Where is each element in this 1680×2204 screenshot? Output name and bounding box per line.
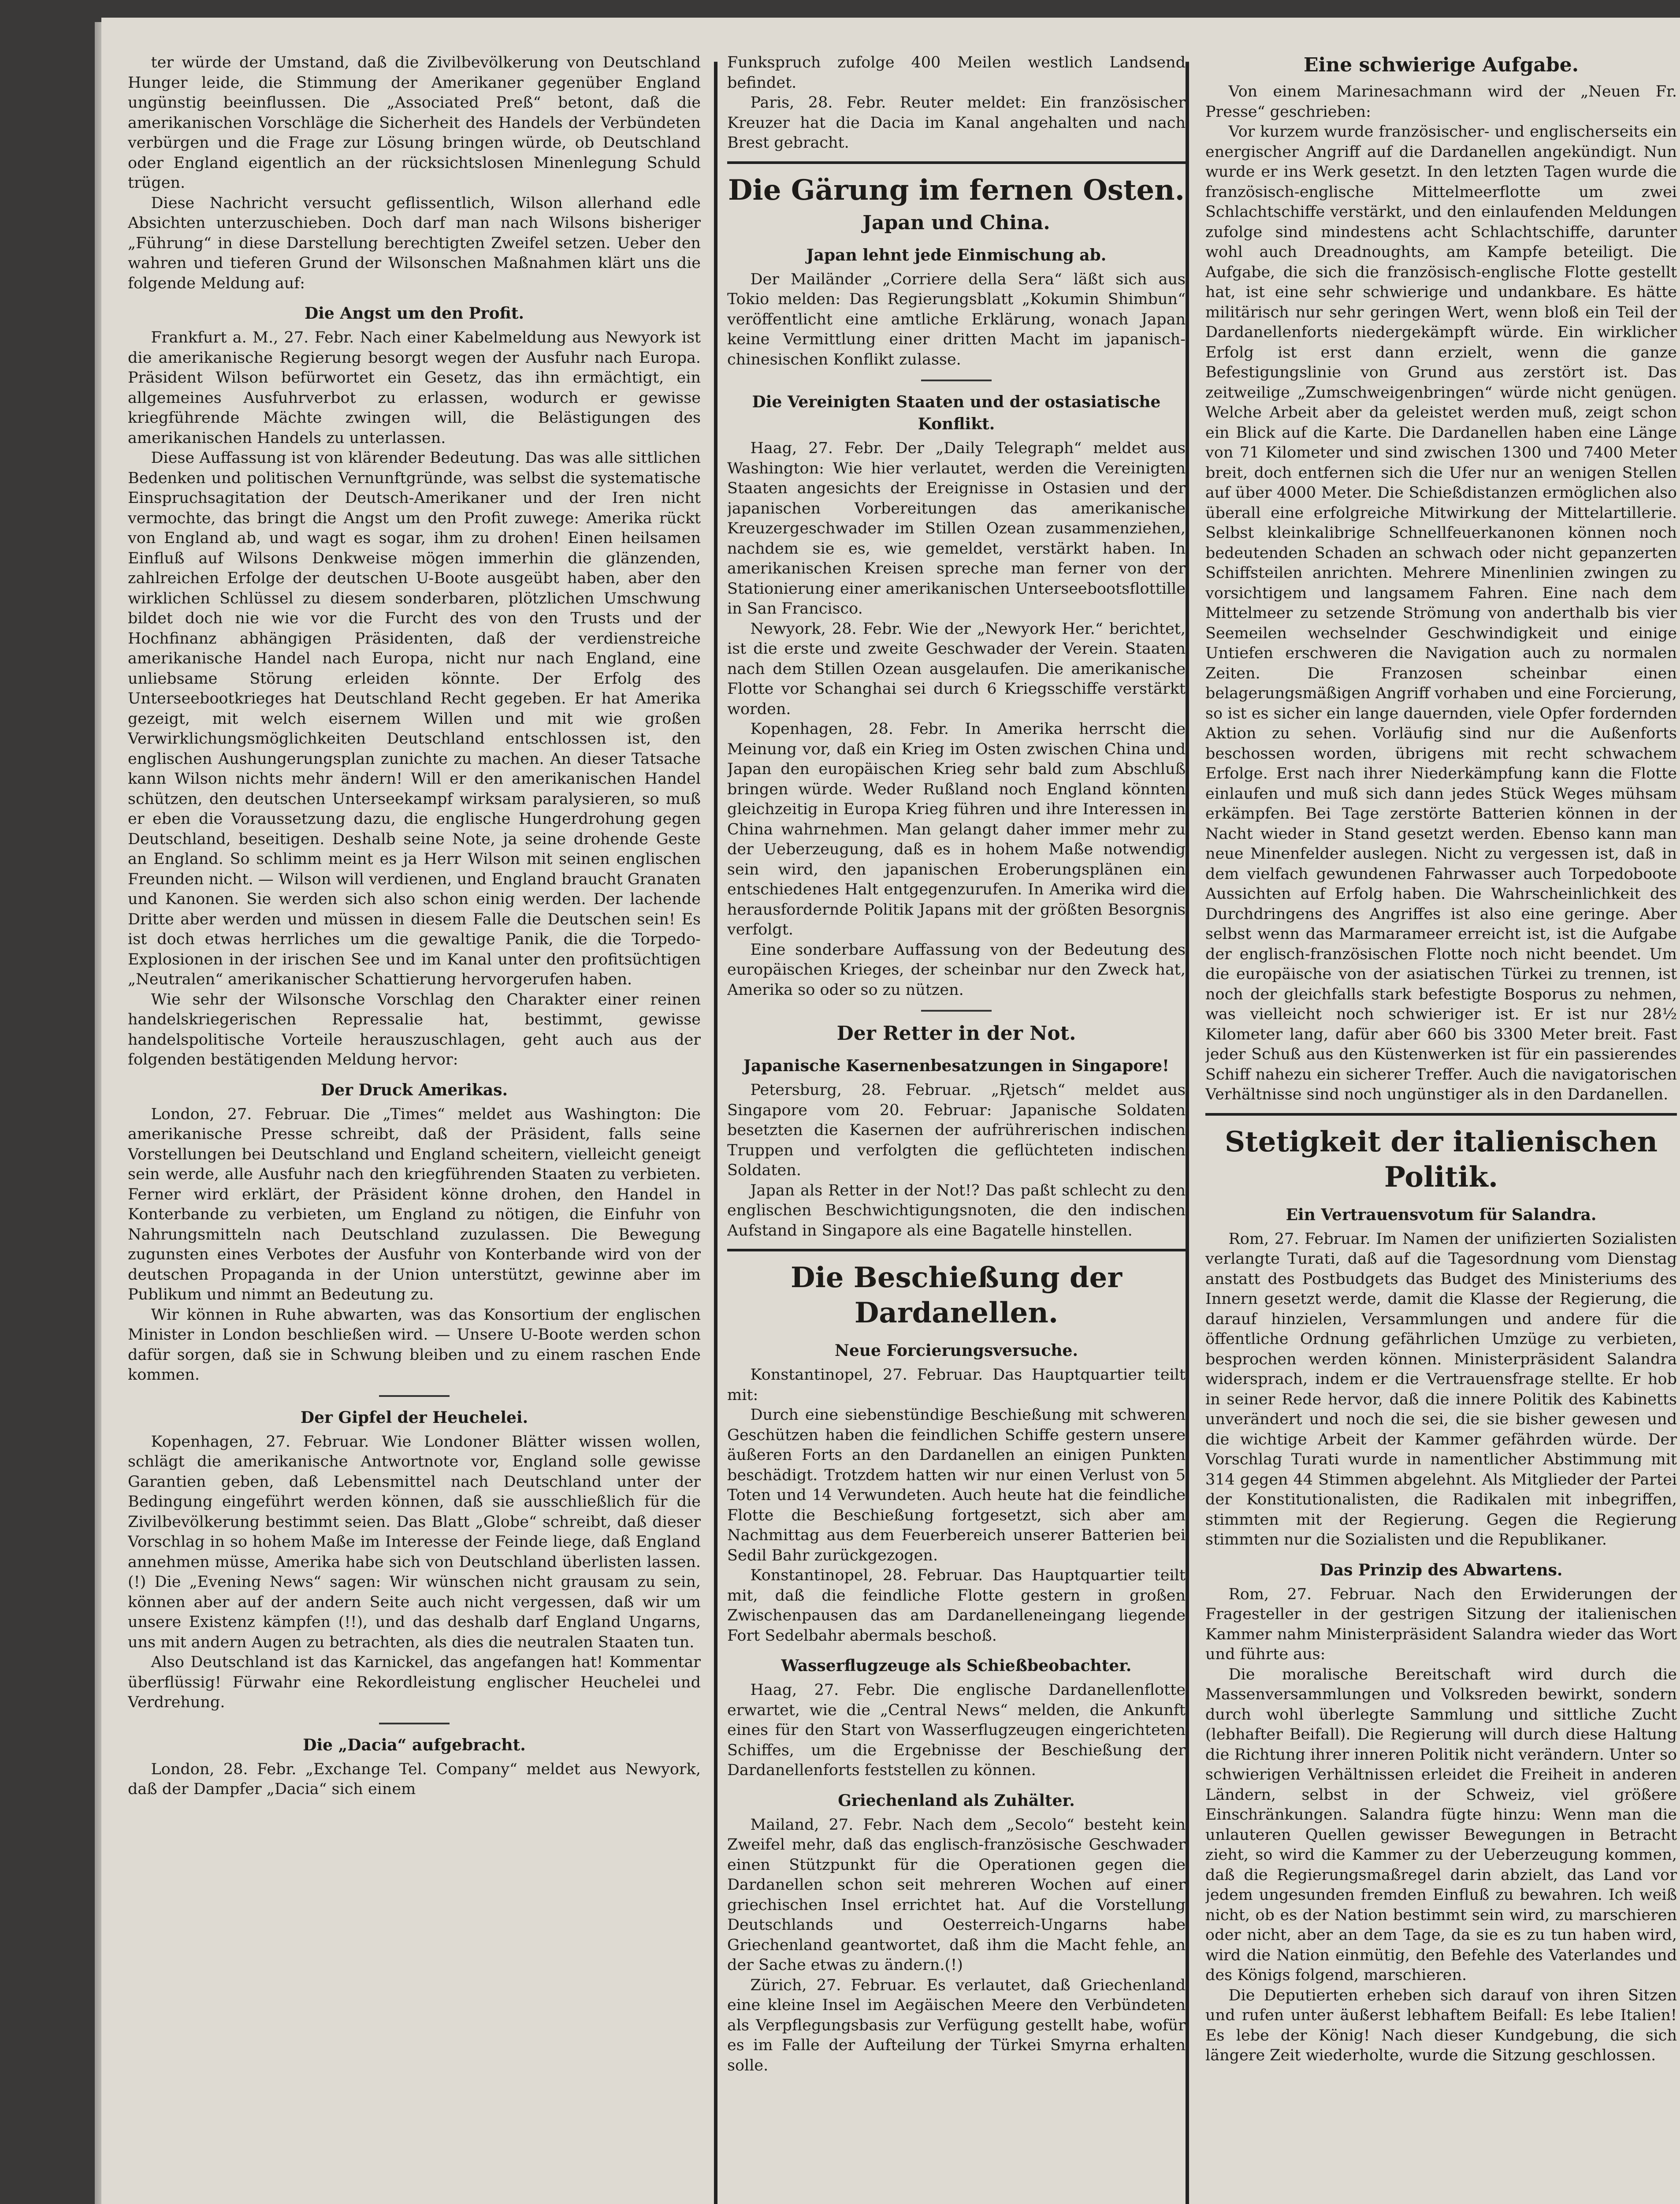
article-paragraph: Die moralische Bereitschaft wird durch die Massenversammlungen und Volksreden bewirkt, sondern durch wohl überlegte Sammlung und sittliche Zucht (lebhafter Beifall). Die Regierung will durch diese Haltung die Richtung ihrer inneren Politik nicht verändern. Unter so schwierigen Verhältnissen erleidet die Freiheit in anderen Ländern, selbst in der Schweiz, viel größere Einschränkungen. Salandra fügte hinzu: Wenn man die unlauteren Quellen gewisser Bewegungen in Betracht zieht, so wird die Kammer zu der Ueberzeugung kommen, daß die Regierungsmaßregel darin abzielt, das Land vor jedem ungesunden fremden Einfluß zu bewahren. Ich weiß nicht, ob es der Nation bestimmt sein wird, zu marschieren oder nicht, aber an dem Tage, da sie es zu tun haben wird, wird die Nation einmütig, den Befehle des Vaterlandes und des Königs folgend, marschieren. [1205, 1665, 1677, 1984]
article-subheading: Japanische Kasernenbesatzungen in Singapore! [743, 1057, 1169, 1075]
article-subheading: Griechenland als Zuhälter. [838, 1791, 1075, 1810]
article-headline: Eine schwierige Aufgabe. [1303, 54, 1579, 76]
article-paragraph: Konstantinopel, 27. Februar. Das Hauptquartier teilt mit: [727, 1366, 1186, 1404]
separator-rule [379, 1395, 450, 1397]
article-paragraph: Haag, 27. Febr. Die englische Dardanellenflotte erwartet, wie die „Central News“ melden, die Ankunft eines für den Start von Wasserflugzeugen eingerichteten Schiffes, um die Ergebnisse der Beschießung der Dardanellenforts feststellen zu können. [727, 1681, 1186, 1779]
article-paragraph: Mailand, 27. Febr. Nach dem „Secolo“ besteht kein Zweifel mehr, daß das englisch-französische Geschwader einen Stützpunkt für die Operationen gegen die Dardanellen schon seit mehreren Wochen auf einer griechischen Insel errichtet hat. Auf die Vorstellung Deutschlands und Oesterreich-Ungarns habe Griechenland geantwortet, daß ihm die Macht fehle, an der Sache etwas zu ändern.(!) [727, 1816, 1186, 1974]
article-paragraph: ter würde der Umstand, daß die Zivilbevölkerung von Deutschland Hunger leide, die Stimmung der Amerikaner gegenüber England ungünstig beeinflussen. Die „Associated Preß“ betont, daß die amerikanischen Vorschläge die Sicherheit des Handels der Verbündeten verbürgen und die Frage zur Lösung bringen würde, ob Deutschland oder England eigentlich an der rücksichtslosen Minenlegung Schuld trügen. [128, 54, 701, 192]
section-rule [727, 161, 1186, 164]
article-headline: Der Retter in der Not. [836, 1022, 1076, 1045]
article-subheading: Die Vereinigten Staaten und der ostasiatische Konflikt. [752, 393, 1161, 433]
article-paragraph: Wir können in Ruhe abwarten, was das Konsortium der englischen Minister in London beschließen wird. — Unsere U-Boote werden schon dafür sorgen, daß sie in Schwung bleiben und zu einem raschen Ende kommen. [128, 1306, 701, 1384]
column-middle [727, 53, 1186, 2204]
article-subheading: Das Prinzip des Abwartens. [1319, 1560, 1563, 1579]
separator-rule [921, 1010, 992, 1012]
article-subheading: Die Angst um den Profit. [304, 304, 524, 323]
article-subheading: Der Gipfel der Heuchelei. [300, 1408, 528, 1427]
article-paragraph: Wie sehr der Wilsonsche Vorschlag den Charakter einer reinen handelskriegerischen Repressalie hat, bestimmt, gewisse handelspolitische Vorteile herauszuschlagen, geht auch aus der folgenden bestätigenden Meldung hervor: [128, 990, 701, 1068]
article-paragraph: Rom, 27. Februar. Nach den Erwiderungen der Fragesteller in der gestrigen Sitzung der italienischen Kammer nahm Ministerpräsident Salandra wieder das Wort und führte aus: [1205, 1585, 1677, 1663]
article-paragraph: Haag, 27. Febr. Der „Daily Telegraph“ meldet aus Washington: Wie hier verlautet, werden die Vereinigten Staaten angesichts der Ereignisse in Ostasien und der japanischen Vorbereitungen das amerikanische Kreuzergeschwader im Stillen Ozean zusammenziehen, nachdem sie es, wie gemeldet, verstärkt haben. In amerikanischen Kreisen spreche man ferner von der Stationierung einer amerikanischen Unterseebootsflottille in San Francisco. [727, 439, 1186, 618]
article-paragraph: Rom, 27. Februar. Im Namen der unifizierten Sozialisten verlangte Turati, daß auf die Tagesordnung vom Dienstag anstatt des Postbudgets das Budget des Ministeriums des Innern gesetzt werde, damit die Klasse der Regierung, die darauf hinzielen, Versammlungen und andere für die öffentliche Ordnung gefährlichen Umzüge zu verbieten, besprochen werden können. Ministerpräsident Salandra widersprach, indem er die Vertrauensfrage stellte. Er hob in seiner Rede hervor, daß die innere Politik des Kabinetts unverändert und noch die sei, die sie bisher gewesen und die wichtige Arbeit der Kammer gefährden würde. Der Vorschlag Turati wurde in namentlicher Abstimmung mit 314 gegen 44 Stimmen abgelehnt. Als Mitglieder der Partei der Konstitutionalisten, die Radikalen mit inbegriffen, stimmten mit der Regierung. Gegen die Regierung stimmten nur die Sozialisten und die Republikaner. [1205, 1230, 1677, 1549]
section-headline: Die Beschießung der Dardanellen. [790, 1261, 1122, 1329]
article-paragraph: London, 28. Febr. „Exchange Tel. Company“ meldet aus Newyork, daß der Dampfer „Dacia“ sich einem [128, 1760, 701, 1798]
article-paragraph: Von einem Marinesachmann wird der „Neuen Fr. Presse“ geschrieben: [1205, 83, 1677, 121]
separator-rule [379, 1723, 450, 1724]
article-subheading: Neue Forcierungsversuche. [834, 1341, 1078, 1360]
article-paragraph: Die Deputierten erheben sich darauf von ihren Sitzen und rufen unter äußerst lebhaftem Beifall: Es lebe Italien! Es lebe der König! Nach dieser Kundgebung, die sich längere Zeit wiederholte, wurde die Sitzung geschlossen. [1205, 1986, 1677, 2064]
article-paragraph: Konstantinopel, 28. Februar. Das Hauptquartier teilt mit, daß die feindliche Flotte gestern in großen Zwischenpausen das am Dardanelleneingang liegende Fort Sedelbahr abermals beschoß. [727, 1567, 1186, 1645]
section-rule [1205, 1113, 1677, 1116]
column-divider [1186, 62, 1189, 2204]
article-subheading: Die „Dacia“ aufgebracht. [303, 1735, 526, 1754]
section-rule [727, 1249, 1186, 1251]
article-paragraph: Diese Nachricht versucht geflissentlich, Wilson allerhand edle Absichten unterzuschieben. Doch darf man nach Wilsons bisheriger „Führung“ in diese Darstellung berechtigten Zweifel setzen. Ueber den wahren und tieferen Grund der Wilsonschen Maßnahmen klärt uns die folgende Meldung auf: [128, 194, 701, 292]
article-paragraph: Funkspruch zufolge 400 Meilen westlich Landsend befindet. [727, 54, 1186, 92]
column-divider [714, 62, 717, 2204]
article-subheading: Ein Vertrauensvotum für Salandra. [1286, 1205, 1597, 1224]
article-paragraph: London, 27. Februar. Die „Times“ meldet aus Washington: Die amerikanische Presse schreibt, daß der Präsident, falls seine Vorstellungen bei Deutschland und England scheitern, vielleicht geneigt sein werde, alle Ausfuhr nach den kriegführenden Staaten zu verbieten. Ferner wird erklärt, der Präsident könne drohen, den Handel in Konterbande zu verbieten, um England zu nötigen, die Einfuhr von Nahrungsmitteln nach Deutschland zuzulassen. Die Bewegung zugunsten eines Verbotes der Ausfuhr von Konterbande wird von der deutschen Propaganda in der Union unterstützt, gewinne aber im Publikum und nimmt an Bedeutung zu. [128, 1105, 701, 1303]
article-paragraph: Frankfurt a. M., 27. Febr. Nach einer Kabelmeldung aus Newyork ist die amerikanische Regierung besorgt wegen der Ausfuhr nach Europa. Präsident Wilson befürwortet ein Gesetz, das ihn ermächtigt, ein allgemeines Ausfuhrverbot zu erlassen, wodurch er gewisse kriegführende Mächte zwingen will, die Belästigungen des amerikanischen Handels zu unterlassen. [128, 329, 701, 447]
article-subheading: Der Druck Amerikas. [320, 1080, 508, 1099]
section-headline: Die Gärung im fernen Osten. [728, 173, 1185, 207]
article-paragraph: Durch eine siebenstündige Beschießung mit schweren Geschützen haben die feindlichen Schiffe gestern unsere äußeren Forts an den Dardanellen an einigen Punkten beschädigt. Trotzdem hatten wir nur einen Verlust von 5 Toten und 14 Verwundeten. Auch heute hat die feindliche Flotte die Beschießung fortgesetzt, sich aber am Nachmittag aus dem Feuerbereich unserer Batterien bei Sedil Bahr zurückgezogen. [727, 1406, 1186, 1564]
separator-rule [921, 380, 992, 381]
article-paragraph: Der Mailänder „Corriere della Sera“ läßt sich aus Tokio melden: Das Regierungsblatt „Kokumin Shimbun“ veröffentlicht eine amtliche Erklärung, wonach Japan keine Vermittlung einer dritten Macht im japanisch-chinesischen Konflikt zulasse. [727, 270, 1186, 369]
article-headline: Japan und China. [862, 211, 1050, 234]
article-subheading: Japan lehnt jede Einmischung ab. [806, 246, 1107, 264]
article-paragraph: Petersburg, 28. Februar. „Rjetsch“ meldet aus Singapore vom 20. Februar: Japanische Soldaten besetzten die Kasernen der aufrührerischen indischen Truppen und verfolgten die geflüchteten indischen Soldaten. [727, 1081, 1186, 1179]
article-paragraph: Kopenhagen, 27. Februar. Wie Londoner Blätter wissen wollen, schlägt die amerikanische Antwortnote vor, England solle gewisse Garantien geben, daß Lebensmittel nach Deutschland unter der Bedingung eingeführt werden können, daß sie ausschließlich für die Zivilbevölkerung bestimmt seien. Das Blatt „Globe“ schreibt, daß dieser Vorschlag in so hohem Maße im Interesse der Feinde liege, daß England annehmen müsse, Amerika habe sich von Deutschland überlisten lassen. (!) Die „Evening News“ sagen: Wir wünschen nicht grausam zu sein, können aber auf der andern Seite auch nicht vergessen, daß wir um unsere Existenz kämpfen (!!), und das deshalb darf England Ungarns, uns mit andern Augen zu betrachten, als dies die neutralen Staaten tun. [128, 1433, 701, 1651]
article-paragraph: Also Deutschland ist das Karnickel, das angefangen hat! Kommentar überflüssig! Fürwahr eine Rekordleistung englischer Heuchelei und Verdrehung. [128, 1653, 701, 1711]
article-paragraph: Paris, 28. Febr. Reuter meldet: Ein französischer Kreuzer hat die Dacia im Kanal angehalten und nach Brest gebracht. [727, 94, 1186, 152]
article-paragraph: Vor kurzem wurde französischer- und englischerseits ein energischer Angriff auf die Dardanellen angekündigt. Nun wurde er ins Werk gesetzt. In den letzten Tagen wurde die französisch-englische Mittelmeerflotte um zwei Schlachtschiffe verstärkt, und den einlaufenden Meldungen zufolge sind mindestens acht Schlachtschiffe, darunter wohl auch Dreadnoughts, am Kampfe beteiligt. Die Aufgabe, die sich die französisch-englische Flotte gestellt hat, ist eine sehr schwierige und undankbare. Es hätte militärisch nur sehr geringen Wert, wenn bloß ein Teil der Dardanellenforts niedergekämpft würde. Ein wirklicher Erfolg ist erst dann erzielt, wenn die ganze Befestigungslinie von Grund aus zerstört ist. Das zeitweilige „Zumschweigenbringen“ würde nicht genügen. Welche Arbeit aber da geleistet werden muß, zeigt schon ein Blick auf die Karte. Die Dardanellen haben eine Länge von 71 Kilometer und sind zwischen 1300 und 7400 Meter breit, doch entfernen sich die Ufer nur an wenigen Stellen auf über 4000 Meter. Die Schießdistanzen ermöglichen also überall eine erfolgreiche Mitwirkung der Mittelartillerie. Selbst kleinkalibrige Schnellfeuerkanonen können noch bedeutenden Schaden an schwach oder nicht gepanzerten Schiffsteilen anrichten. Mehrere Minenlinien zwingen zu vorsichtigem und langsamem Fahren. Eine nach dem Mittelmeer zu setzende Strömung von anderthalb bis vier Seemeilen wechselnder Geschwindigkeit und einige Untiefen erschweren die Navigation auch zu normalen Zeiten. Die Franzosen scheinbar einen belagerungsmäßigen Angriff vorhaben und eine Forcierung, so ist es sicher ein lange dauernden, viele Opfer fordernden Aktion zu sehen. Vorläufig sind nur die Außenforts beschossen worden, übrigens mit recht schwachem Erfolge. Erst nach ihrer Niederkämpfung kann die Flotte einlaufen und muß sich dann jedes Stück Weges mühsam erkämpfen. Bei Tage zerstörte Batterien können in der Nacht wieder in Stand gesetzt werden. Ebenso kann man neue Minenfelder auslegen. Nicht zu vergessen ist, daß in dem vielfach gewundenen Fahrwasser auch Torpedoboote Aussichten auf Erfolg haben. Die Wahrscheinlichkeit des Durchdringens des Angriffes ist also eine geringe. Aber selbst wenn das Marmarameer erreicht ist, ist die Aufgabe der englisch-französischen Flotte noch nicht beendet. Um die europäische von der asiatischen Türkei zu trennen, ist noch der gleichfalls stark befestigte Bosporus zu nehmen, was vielleicht noch schwieriger ist. Er ist nur 28½ Kilometer lang, dafür aber 660 bis 3300 Meter breit. Fast jeder Schuß aus den Küstenwerken ist für ein passierendes Schiff nahezu ein sicherer Treffer. Auch die navigatorischen Verhältnisse sind noch ungünstiger als in den Dardanellen. [1205, 123, 1677, 1103]
section-headline: Stetigkeit der italienischen Politik. [1224, 1125, 1658, 1194]
article-paragraph: Zürich, 27. Februar. Es verlautet, daß Griechenland eine kleine Insel im Aegäischen Meere den Verbündeten als Verpflegungsbasis zur Verfügung gestellt habe, wofür es im Falle der Aufteilung der Türkei Smyrna erhalten solle. [727, 1976, 1186, 2074]
article-paragraph: Japan als Retter in der Not!? Das paßt schlecht zu den englischen Beschwichtigungsnoten, die den indischen Aufstand in Singapore als eine Bagatelle hinstellen. [727, 1181, 1186, 1240]
article-paragraph: Kopenhagen, 28. Febr. In Amerika herrscht die Meinung vor, daß ein Krieg im Osten zwischen China und Japan den europäischen Krieg sehr bald zum Abschluß bringen würde. Weder Rußland noch England könnten gleichzeitig in Europa Krieg führen und ihre Interessen in China wahrnehmen. Man gelangt daher immer mehr zu der Ueberzeugung, daß es in hohem Maße notwendig sein wird, den japanischen Eroberungsplänen ein entschiedenes Halt entgegenzurufen. In Amerika wird die herausfordernde Politik Japans mit der größten Besorgnis verfolgt. [727, 720, 1186, 938]
article-subheading: Wasserflugzeuge als Schießbeobachter. [781, 1657, 1132, 1675]
column-left [128, 53, 701, 2204]
article-paragraph: Diese Auffassung ist von klärender Bedeutung. Das was alle sittlichen Bedenken und politischen Vernunftgründe, was selbst die systematische Einspruchsagitation der Deutsch-Amerikaner und der Iren nicht vermochte, das bringt die Angst um den Profit zuwege: Amerika rückt von England ab, und wagt es sogar, ihm zu drohen! Einen heilsamen Einfluß auf Wilsons Denkweise mögen immerhin die glänzenden, zahlreichen Erfolge der deutschen U-Boote ausgeübt haben, aber den wirklichen Schlüssel zu diesem sonderbaren, plötzlichen Umschwung bildet doch nie wie vor die Furcht des von den Trusts und der Hochfinanz abhängigen Präsidenten, daß der verdienstreiche amerikanische Handel nach Europa, nicht nur nach England, eine unliebsame Störung erleiden könnte. Der Erfolg des Unterseebootkrieges hat Deutschland Recht gegeben. Er hat Amerika gezeigt, mit welch eisernem Willen und mit wie großen Verwirklichungsmöglichkeiten Deutschland entschlossen ist, den englischen Aushungerungsplan zunichte zu machen. An dieser Tatsache kann Wilson nichts mehr ändern! Will er den amerikanischen Handel schützen, den deutschen Unterseekampf wirksam paralysieren, so muß er eben die Voraussetzung dazu, die englische Hungerdrohung gegen Deutschland, beseitigen. Deshalb seine Note, ja seine drohende Geste an England. So schlimm meint es ja Herr Wilson mit seinen englischen Freunden nicht. — Wilson will verdienen, und England braucht Granaten und Kanonen. Sie werden sich also schon einig werden. Der lachende Dritte aber werden und müssen in diesem Falle die Deutschen sein! Es ist doch etwas herrliches um die gewaltige Panik, die die Torpedo-Explosionen in der irischen See und im Kanal unter den profitsüchtigen „Neutralen“ amerikanischer Schattierung hervorgerufen haben. [128, 449, 701, 988]
article-paragraph: Newyork, 28. Febr. Wie der „Newyork Her.“ berichtet, ist die erste und zweite Geschwader der Verein. Staaten nach dem Stillen Ozean ausgelaufen. Die amerikanische Flotte vor Schanghai sei durch 6 Kriegsschiffe verstärkt worden. [727, 620, 1186, 718]
column-right [1205, 53, 1677, 2204]
article-paragraph: Eine sonderbare Auffassung von der Bedeutung des europäischen Krieges, der scheinbar nur den Zweck hat, Amerika so oder so zu nützen. [727, 941, 1186, 999]
